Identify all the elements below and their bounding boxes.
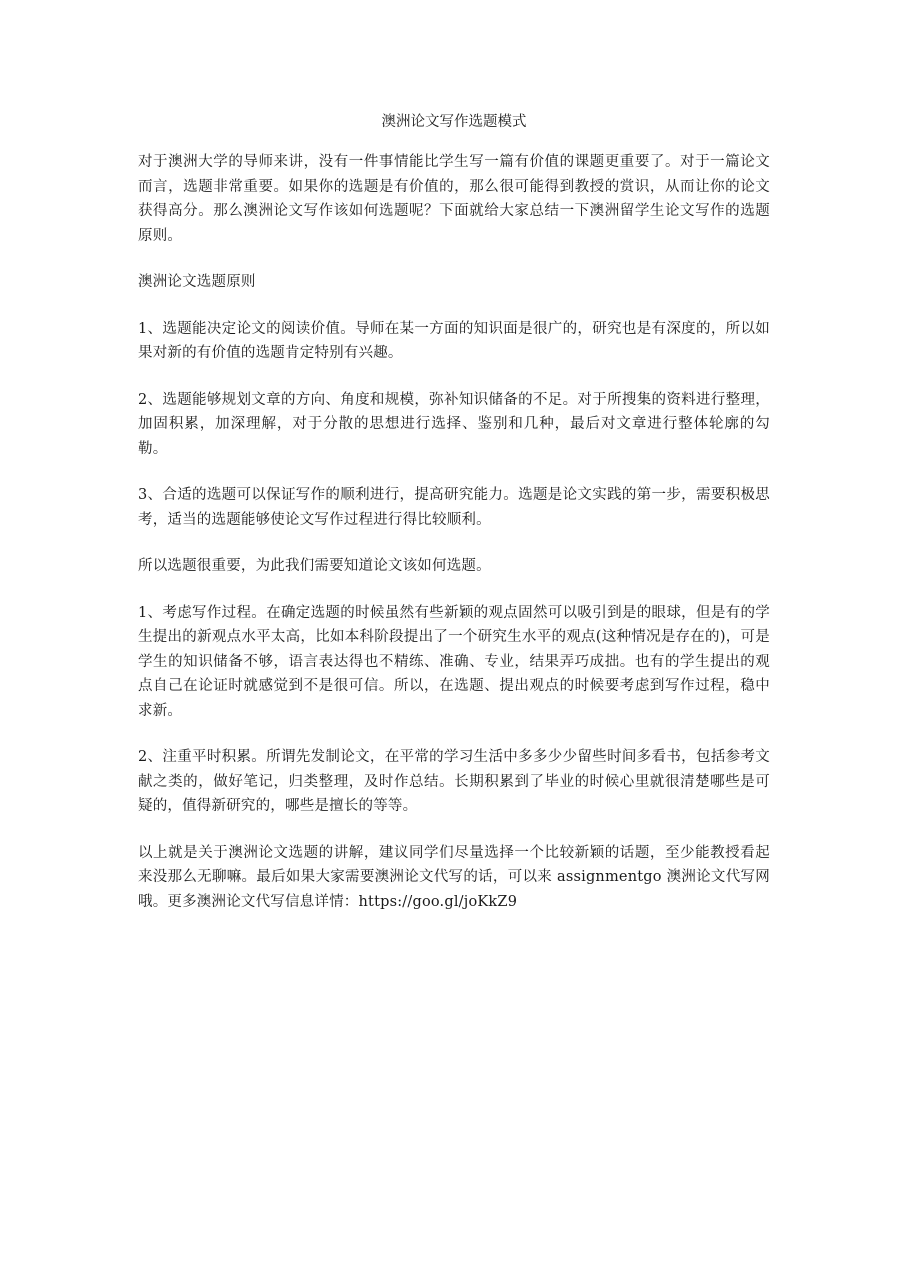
- document-page: [138, 110, 770, 936]
- principle-paragraph-2: 2、选题能够规划文章的方向、角度和规模，弥补知识储备的不足。对于所搜集的资料进行整理，加固积累，加深理解，对于分散的思想进行选择、鉴别和几种，最后对文章进行整体轮廓的勾勒。: [138, 391, 770, 457]
- method-paragraph-1: 1、考虑写作过程。在确定选题的时候虽然有些新颖的观点固然可以吸引到是的眼球，但是有的学生提出的新观点水平太高，比如本科阶段提出了一个研究生水平的观点(这种情况是存在的)，可是学生的知识储备不够，语言表达得也不精练、准确、专业，结果弄巧成拙。也有的学生提出的观点自己在论证时就感觉到不是很可信。所以，在选题、提出观点的时候要考虑到写作过程，稳中求新。: [138, 604, 770, 719]
- intro-paragraph: 对于澳洲大学的导师来讲，没有一件事情能比学生写一篇有价值的课题更重要了。对于一篇论文而言，选题非常重要。如果你的选题是有价值的，那么很可能得到教授的赏识，从而让你的论文获得高分。那么澳洲论文写作该如何选题呢？下面就给大家总结一下澳洲留学生论文写作的选题原则。: [138, 154, 770, 244]
- document-title: 澳洲论文写作选题模式: [381, 114, 527, 130]
- transition-paragraph: 所以选题很重要，为此我们需要知道论文该如何选题。: [138, 558, 491, 574]
- section-heading: 澳洲论文选题原则: [138, 274, 256, 290]
- principle-paragraph-1: 1、选题能决定论文的阅读价值。导师在某一方面的知识面是很广的，研究也是有深度的，所以如果对新的有价值的选题肯定特别有兴趣。: [138, 320, 770, 361]
- method-paragraph-2: 2、注重平时积累。所谓先发制论文，在平常的学习生活中多多少少留些时间多看书，包括参考文献之类的，做好笔记，归类整理，及时作总结。长期积累到了毕业的时候心里就很清楚哪些是可疑的，值得新研究的，哪些是擅长的等等。: [138, 749, 770, 814]
- conclusion-paragraph: 以上就是关于澳洲论文选题的讲解，建议同学们尽量选择一个比较新颖的话题，至少能教授看起来没那么无聊嘛。最后如果大家需要澳洲论文代写的话，可以来 assignmentgo 澳洲论文代写网哦。更多澳洲论文代写信息详情：https://goo.gl/joKkZ9: [138, 844, 770, 910]
- principle-paragraph-3: 3、合适的选题可以保证写作的顺利进行，提高研究能力。选题是论文实践的第一步，需要积极思考，适当的选题能够使论文写作过程进行得比较顺利。: [138, 487, 770, 528]
